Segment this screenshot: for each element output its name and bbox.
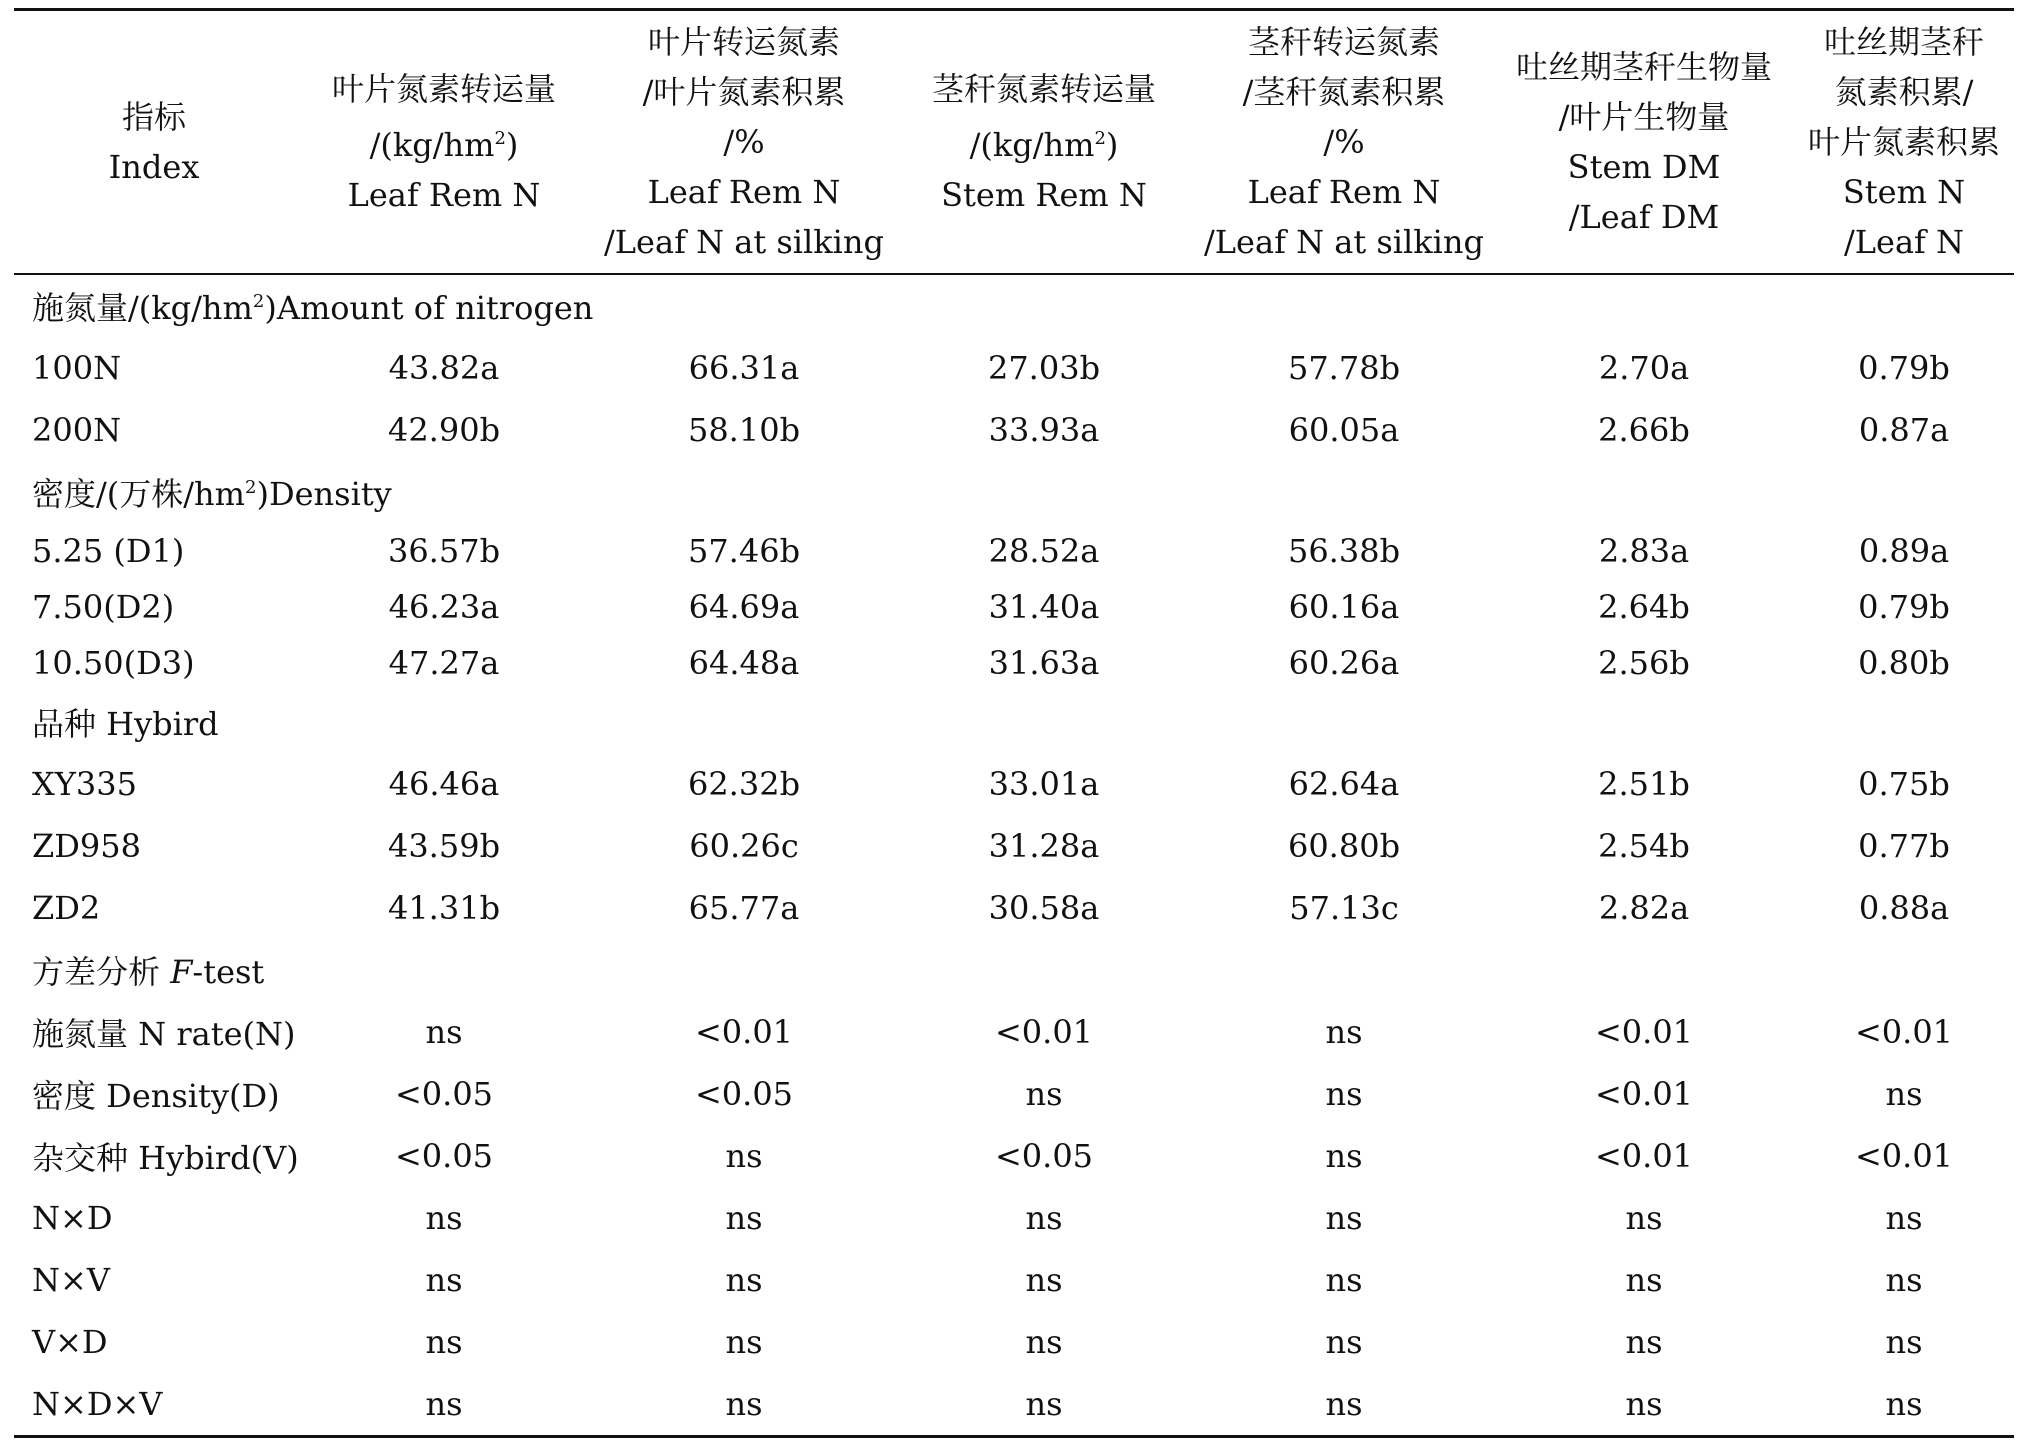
table-row xyxy=(14,399,2014,461)
table-cell: ns xyxy=(725,1385,763,1423)
table-cell: ns xyxy=(1885,1075,1923,1113)
table-cell: ns xyxy=(1885,1385,1923,1423)
table-cell: 57.46b xyxy=(687,532,801,570)
table-row xyxy=(14,753,2014,815)
table-cell: ns xyxy=(1325,1261,1363,1299)
table-cell: <0.05 xyxy=(994,1137,1094,1175)
header-line: /% xyxy=(1323,123,1365,161)
table-cell: 0.77b xyxy=(1858,827,1950,865)
table-cell: 60.05a xyxy=(1288,411,1400,449)
row-label: 施氮量 N rate(N) xyxy=(32,1015,296,1053)
section-title-italic: F xyxy=(170,953,193,991)
table-cell: 62.64a xyxy=(1288,765,1400,803)
table-cell: <0.05 xyxy=(694,1075,794,1113)
table-row xyxy=(14,579,2014,635)
table-cell: 0.87a xyxy=(1858,411,1950,449)
table-cell: 31.28a xyxy=(988,827,1100,865)
table-row xyxy=(14,523,2014,579)
header-line: /Leaf DM xyxy=(1568,198,1720,236)
table-cell: <0.05 xyxy=(394,1137,494,1175)
table-cell: ns xyxy=(1325,1199,1363,1237)
table-cell: ns xyxy=(1625,1385,1663,1423)
header-stem-rem-n xyxy=(894,10,1194,275)
header-stem-rem-ratio xyxy=(1194,10,1494,275)
table-cell: ns xyxy=(725,1199,763,1237)
table-row xyxy=(14,1249,2014,1311)
row-label: N×D×V xyxy=(32,1385,163,1423)
header-line: $/(kg/hm^2)$ xyxy=(369,126,519,164)
row-label: 杂交种 Hybird(V) xyxy=(32,1139,299,1177)
header-line: 吐丝期茎秆生物量 xyxy=(1515,48,1772,86)
table-row xyxy=(14,877,2014,939)
header-line: /Leaf N xyxy=(1843,223,1965,261)
table-cell: 60.26a xyxy=(1288,644,1400,682)
header-line: Leaf Rem N xyxy=(647,173,841,211)
table-cell: ns xyxy=(1025,1199,1063,1237)
table-row xyxy=(14,1311,2014,1373)
table-cell: 62.32b xyxy=(687,765,801,803)
table-row xyxy=(14,337,2014,399)
row-label: 100N xyxy=(32,349,122,387)
header-line: /Leaf N at silking xyxy=(604,223,884,261)
table-cell: 2.54b xyxy=(1598,827,1690,865)
table-cell: <0.01 xyxy=(694,1013,794,1051)
table-cell: ns xyxy=(425,1323,463,1361)
row-label: N×D xyxy=(32,1199,113,1237)
table-cell: 57.78b xyxy=(1287,349,1401,387)
table-cell: ns xyxy=(1885,1199,1923,1237)
table-cell: 30.58a xyxy=(988,889,1100,927)
table-cell: 47.27a xyxy=(388,644,500,682)
header-line: /茎秆氮素积累 xyxy=(1242,73,1446,111)
table-row xyxy=(14,1125,2014,1187)
header-line: Stem N xyxy=(1842,173,1966,211)
table-row xyxy=(14,1001,2014,1063)
row-label: ZD2 xyxy=(32,889,101,927)
table-row xyxy=(14,1187,2014,1249)
table-row xyxy=(14,1063,2014,1125)
table-cell: 0.79b xyxy=(1858,588,1950,626)
row-label: 密度 Density(D) xyxy=(32,1077,280,1115)
table-cell: 41.31b xyxy=(387,889,501,927)
table-row xyxy=(14,815,2014,877)
table-cell: ns xyxy=(425,1261,463,1299)
table-row xyxy=(14,1373,2014,1437)
table-cell: 31.63a xyxy=(988,644,1100,682)
table-cell: 33.01a xyxy=(988,765,1100,803)
header-leaf-rem-ratio xyxy=(594,10,894,275)
section-title: 密度/(万株$/hm^2)Density$ xyxy=(32,475,392,513)
table-cell: ns xyxy=(725,1323,763,1361)
row-label: 5.25 (D1) xyxy=(32,532,185,570)
header-line: 指标 xyxy=(121,98,186,136)
table-cell: 0.89a xyxy=(1858,532,1950,570)
table-cell: ns xyxy=(425,1385,463,1423)
table-cell: 65.77a xyxy=(688,889,800,927)
table-cell: 64.48a xyxy=(688,644,800,682)
nitrogen-remobilization-table xyxy=(14,8,2014,1438)
table-cell: 66.31a xyxy=(688,349,800,387)
header-line: $/(kg/hm^2)$ xyxy=(969,126,1119,164)
table-cell: ns xyxy=(1325,1385,1363,1423)
table-cell: 33.93a xyxy=(988,411,1100,449)
header-stem-leaf-n xyxy=(1794,10,2014,275)
table-cell: ns xyxy=(1885,1323,1923,1361)
table-body xyxy=(14,274,2014,1437)
table-cell: <0.01 xyxy=(1594,1013,1694,1051)
table-cell: ns xyxy=(1625,1261,1663,1299)
table-cell: ns xyxy=(425,1199,463,1237)
table-cell: ns xyxy=(1025,1323,1063,1361)
table-cell: ns xyxy=(1885,1261,1923,1299)
table-cell: ns xyxy=(1325,1323,1363,1361)
table-cell: 2.83a xyxy=(1598,532,1690,570)
row-label: V×D xyxy=(32,1323,108,1361)
header-line: Leaf Rem N xyxy=(1247,173,1441,211)
table-cell: <0.01 xyxy=(1854,1137,1954,1175)
table-cell: 2.51b xyxy=(1598,765,1690,803)
header-line: 氮素积累/ xyxy=(1834,73,1974,111)
row-label: 10.50(D3) xyxy=(32,644,195,682)
table-cell: 31.40a xyxy=(988,588,1100,626)
table-cell: ns xyxy=(425,1013,463,1051)
section-title: 施氮量$/(kg/hm^2)Amount$ of nitrogen xyxy=(32,289,594,327)
section-header-row xyxy=(14,461,2014,523)
table-cell: <0.01 xyxy=(994,1013,1094,1051)
header-line: Leaf Rem N xyxy=(347,176,541,214)
table-cell: ns xyxy=(1325,1137,1363,1175)
table-cell: 64.69a xyxy=(688,588,800,626)
header-line: 吐丝期茎秆 xyxy=(1823,23,1984,61)
section-title: 品种 Hybird xyxy=(32,705,219,743)
section-header-row xyxy=(14,939,2014,1001)
header-line: 茎秆氮素转运量 xyxy=(931,70,1156,108)
header-line: 叶片转运氮素 xyxy=(647,23,840,61)
table-cell: 58.10b xyxy=(687,411,801,449)
header-index xyxy=(14,10,294,275)
row-label: N×V xyxy=(32,1261,110,1299)
table-cell: 60.80b xyxy=(1287,827,1401,865)
header-line: 茎秆转运氮素 xyxy=(1247,23,1440,61)
table-cell: <0.01 xyxy=(1594,1137,1694,1175)
header-line: /叶片生物量 xyxy=(1558,98,1730,136)
table-cell: 56.38b xyxy=(1287,532,1401,570)
table-cell: 57.13c xyxy=(1289,889,1399,927)
section-header-row xyxy=(14,691,2014,753)
table-cell: 0.80b xyxy=(1858,644,1950,682)
table-cell: 60.26c xyxy=(689,827,799,865)
header-line: Index xyxy=(108,148,200,186)
header-stem-leaf-dm xyxy=(1494,10,1794,275)
table-cell: 46.23a xyxy=(388,588,500,626)
table-cell: 2.66b xyxy=(1598,411,1690,449)
table-cell: 2.56b xyxy=(1598,644,1690,682)
section-title-prefix: 方差分析 xyxy=(32,953,171,991)
table-row xyxy=(14,635,2014,691)
header-line: Stem Rem N xyxy=(941,176,1147,214)
table-cell: 28.52a xyxy=(988,532,1100,570)
table-cell: 43.59b xyxy=(387,827,501,865)
table-cell: <0.05 xyxy=(394,1075,494,1113)
table-cell: ns xyxy=(1025,1385,1063,1423)
table-header xyxy=(14,10,2014,275)
row-label: 200N xyxy=(32,411,122,449)
table-cell: 0.75b xyxy=(1858,765,1950,803)
table-cell: <0.01 xyxy=(1854,1013,1954,1051)
header-line: /Leaf N at silking xyxy=(1204,223,1484,261)
results-table-container xyxy=(14,8,2014,1438)
table-cell: ns xyxy=(1025,1075,1063,1113)
header-line: Stem DM xyxy=(1567,148,1721,186)
table-cell: 46.46a xyxy=(388,765,500,803)
table-cell: 27.03b xyxy=(987,349,1101,387)
header-line: /叶片氮素积累 xyxy=(642,73,846,111)
table-cell: 60.16a xyxy=(1288,588,1400,626)
header-line: 叶片氮素积累 xyxy=(1807,123,2000,161)
section-title xyxy=(14,939,2014,1001)
table-cell: ns xyxy=(1325,1075,1363,1113)
table-cell: 42.90b xyxy=(387,411,501,449)
table-cell: 43.82a xyxy=(388,349,500,387)
table-cell: 36.57b xyxy=(387,532,501,570)
table-cell: ns xyxy=(725,1137,763,1175)
row-label: XY335 xyxy=(32,765,137,803)
table-cell: 2.64b xyxy=(1598,588,1690,626)
table-cell: ns xyxy=(1625,1199,1663,1237)
header-row xyxy=(14,10,2014,275)
row-label: 7.50(D2) xyxy=(32,588,175,626)
header-leaf-rem-n xyxy=(294,10,594,275)
table-cell: ns xyxy=(1625,1323,1663,1361)
table-cell: ns xyxy=(1325,1013,1363,1051)
table-cell: 2.70a xyxy=(1598,349,1690,387)
table-cell: 2.82a xyxy=(1598,889,1690,927)
section-title-suffix: -test xyxy=(192,953,265,991)
table-cell: 0.79b xyxy=(1858,349,1950,387)
table-cell: ns xyxy=(1025,1261,1063,1299)
header-line: /% xyxy=(723,123,765,161)
table-cell: 0.88a xyxy=(1858,889,1950,927)
table-cell: ns xyxy=(725,1261,763,1299)
table-cell: <0.01 xyxy=(1594,1075,1694,1113)
header-line: 叶片氮素转运量 xyxy=(331,70,556,108)
row-label: ZD958 xyxy=(32,827,141,865)
section-header-row xyxy=(14,274,2014,337)
